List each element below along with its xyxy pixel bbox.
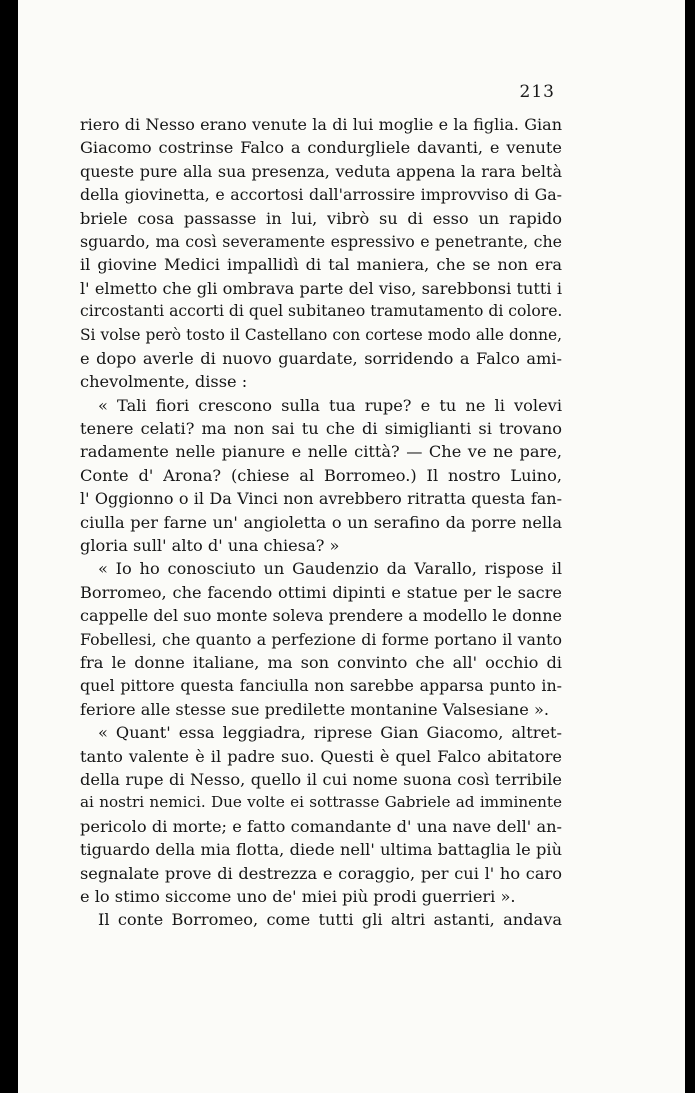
page-number: 213: [519, 82, 555, 102]
text-line: radamente nelle pianure e nelle città? — Che ve ne pare,: [80, 442, 562, 462]
text-line: il giovine Medici impallidì di tal maniera, che se non era: [80, 255, 562, 275]
text-line: riero di Nesso erano venute la di lui moglie e la figlia. Gian: [80, 115, 562, 134]
text-line: ciulla per farne un' angioletta o un serafino da porre nella: [80, 512, 562, 532]
text-line: l' Oggionno o il Da Vinci non avrebbero ritratta questa fan-: [80, 489, 562, 509]
text-line: « Tali fiori crescono sulla tua rupe? e tu ne li volevi: [98, 395, 562, 415]
text-line: queste pure alla sua presenza, veduta appena la rara beltà: [80, 161, 562, 181]
text-line: « Io ho conosciuto un Gaudenzio da Varallo, rispose il: [98, 559, 562, 579]
text-line: circostanti accorti di quel subitaneo tramutamento di colore.: [80, 302, 563, 321]
text-line: pericolo di morte; e fatto comandante d' una nave dell' an-: [80, 816, 562, 836]
text-line: Il conte Borromeo, come tutti gli altri astanti, andava: [98, 910, 562, 930]
text-line: della rupe di Nesso, quello il cui nome suona così terribile: [80, 769, 562, 789]
text-line: ai nostri nemici. Due volte ei sottrasse Gabriele ad imminente: [80, 793, 562, 812]
text-line: Giacomo costrinse Falco a condurgliele davanti, e venute: [80, 138, 562, 158]
text-line: Borromeo, che facendo ottimi dipinti e statue per le sacre: [80, 582, 562, 602]
text-line: « Quant' essa leggiadra, riprese Gian Giacomo, altret-: [98, 723, 562, 743]
text-line: cappelle del suo monte soleva prendere a modello le donne: [80, 606, 562, 626]
text-line: l' elmetto che gli ombrava parte del viso, sarebbonsi tutti i: [80, 278, 562, 298]
text-line: e lo stimo siccome uno de' miei più prodi guerrieri ».: [80, 886, 516, 906]
text-line: tanto valente è il padre suo. Questi è quel Falco abitatore: [80, 746, 562, 766]
text-line: Fobellesi, che quanto a perfezione di forme portano il vanto: [80, 629, 562, 649]
text-line: gloria sull' alto d' una chiesa? »: [80, 536, 340, 556]
body-text: [80, 113, 562, 932]
text-line: sguardo, ma così severamente espressivo e penetrante, che: [80, 231, 562, 251]
text-line: quel pittore questa fanciulla non sarebbe apparsa punto in-: [80, 676, 562, 696]
text-line: fra le donne italiane, ma son convinto che all' occhio di: [80, 652, 562, 672]
text-line: briele cosa passasse in lui, vibrò su di esso un rapido: [80, 208, 562, 228]
book-page: [18, 0, 685, 1093]
text-line: Conte d' Arona? (chiese al Borromeo.) Il nostro Luino,: [80, 465, 562, 485]
text-line: e dopo averle di nuovo guardate, sorridendo a Falco ami-: [80, 348, 562, 368]
text-line: tiguardo della mia flotta, diede nell' ultima battaglia le più: [80, 840, 562, 860]
text-line: della giovinetta, e accortosi dall'arrossire improvviso di Ga-: [80, 185, 562, 205]
text-line: feriore alle stesse sue predilette montanine Valsesiane ».: [80, 699, 550, 719]
text-line: Si volse però tosto il Castellano con cortese modo alle donne,: [80, 325, 562, 344]
text-line: chevolmente, disse :: [80, 372, 248, 392]
text-line: tenere celati? ma non sai tu che di simiglianti si trovano: [80, 419, 562, 439]
text-line: segnalate prove di destrezza e coraggio, per cui l' ho caro: [80, 863, 562, 883]
